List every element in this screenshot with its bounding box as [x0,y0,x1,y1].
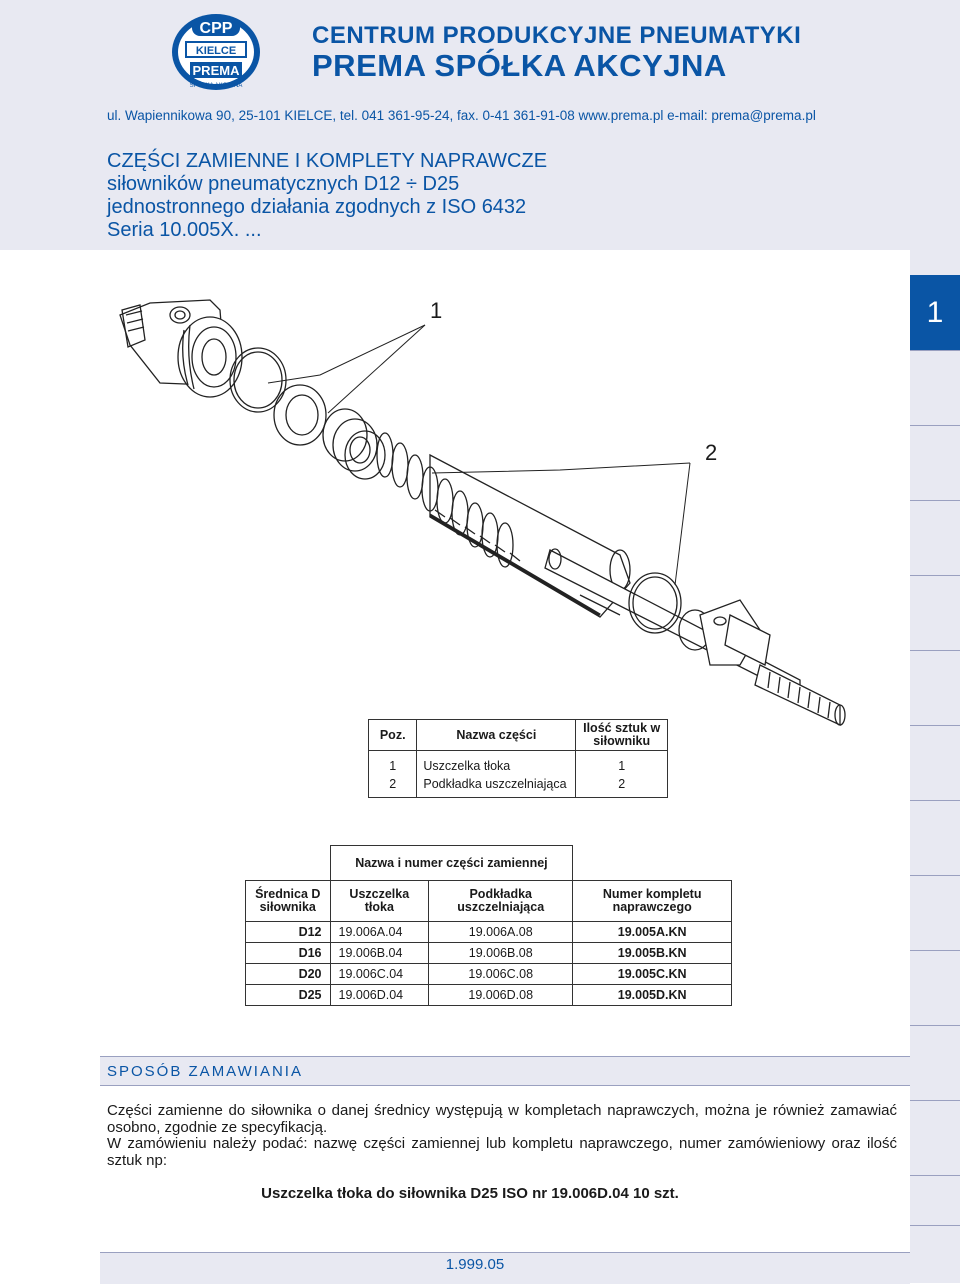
cell-seal: 19.006C.04 [330,964,429,985]
table-row [246,943,732,964]
svg-text:CPP: CPP [199,20,233,37]
header-washer: Podkładka uszczelniająca [429,881,573,922]
table-row [246,922,732,943]
ordering-example: Uszczelka tłoka do siłownika D25 ISO nr 19.006D.04 10 szt. [261,1185,679,1202]
cell-seal: 19.006A.04 [330,922,429,943]
cell-washer: 19.006A.08 [429,922,573,943]
title-line1: CZĘŚCI ZAMIENNE I KOMPLETY NAPRAWCZE [107,150,548,172]
table-row [369,775,668,798]
spares-group-header-row [246,846,732,881]
cell-seal: 19.006B.04 [330,943,429,964]
exploded-view-drawing [100,285,900,745]
cell-washer: 19.006C.08 [429,964,573,985]
header-kit: Numer kompletu naprawczego [573,881,732,922]
parts-table-header [369,720,668,751]
header-poz: Poz. [369,720,417,751]
ordering-section-title: SPOSÓB ZAMAWIANIA [107,1063,303,1080]
svg-text:KIELCE: KIELCE [195,45,237,57]
cell-part-name: Uszczelka tłoka [417,751,576,776]
table-row [246,964,732,985]
cell-seal: 19.006D.04 [330,985,429,1006]
cell-kit: 19.005D.KN [573,985,732,1006]
header-diameter: Średnica D siłownika [246,881,331,922]
callout-1: 1 [430,298,443,323]
header-seal: Uszczelka tłoka [330,881,429,922]
cell-qty: 1 [576,751,668,776]
title-line3: jednostronnego działania zgodnych z ISO 6432 [107,196,527,218]
cell-kit: 19.005A.KN [573,922,732,943]
company-name-line1: CENTRUM PRODUKCYJNE PNEUMATYKI [312,22,802,49]
header-part-name: Nazwa części [417,720,576,751]
table-row [369,751,668,776]
cell-qty: 2 [576,775,668,798]
cell-part-name: Podkładka uszczelniająca [417,775,576,798]
callout-2: 2 [705,440,718,465]
ordering-paragraph-2: W zamówieniu należy podać: nazwę części zamiennej lub kompletu naprawczego, numer zamówieniowy oraz ilość sztuk np: [107,1135,897,1169]
document-title [107,150,547,242]
spares-header-row [246,881,732,922]
company-address: ul. Wapiennikowa 90, 25-101 KIELCE, tel. 041 361-95-24, fax. 0-41 361-91-08 www.prema.pl e-mail: prema@prema.pl [107,108,816,123]
spare-parts-table [245,845,732,1006]
svg-text:PREMA: PREMA [192,63,240,78]
section-tab: 1 [910,275,960,350]
cell-kit: 19.005C.KN [573,964,732,985]
table-row [246,985,732,1006]
cell-poz: 1 [369,751,417,776]
company-logo [170,12,262,92]
cell-diameter: D20 [246,964,331,985]
cell-diameter: D12 [246,922,331,943]
header-group: Nazwa i numer części zamiennej [330,846,573,881]
cell-washer: 19.006D.08 [429,985,573,1006]
svg-text:SPÓŁKA AKCYJNA: SPÓŁKA AKCYJNA [189,83,243,89]
cell-washer: 19.006B.08 [429,943,573,964]
parts-table [368,719,668,798]
cell-kit: 19.005B.KN [573,943,732,964]
company-name-line2: PREMA SPÓŁKA AKCYJNA [312,48,727,83]
title-line2: siłowników pneumatycznych D12 ÷ D25 [107,173,460,195]
cell-diameter: D25 [246,985,331,1006]
header-qty: Ilość sztuk w siłowniku [576,720,668,751]
page-number: 1.999.05 [445,1256,505,1273]
cell-poz: 2 [369,775,417,798]
right-side-strip [910,0,960,1283]
ordering-paragraph-1: Części zamienne do siłownika o danej średnicy występują w kompletach naprawczych, można je również zamawiać osobno, zgodnie ze specyfikacją. [107,1102,897,1136]
cell-diameter: D16 [246,943,331,964]
title-line4: Seria 10.005X. ... [107,219,262,241]
